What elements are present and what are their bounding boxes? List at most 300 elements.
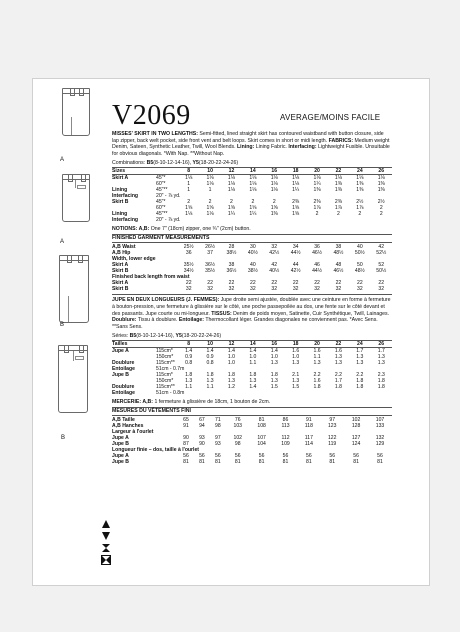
table-cell: 91 (306, 416, 312, 423)
table-cell: 2½ (356, 199, 364, 206)
table-cell: 40½ (269, 268, 280, 275)
table-cell (328, 217, 349, 223)
table-cell: 45"* (156, 174, 166, 181)
table-cell: 1.4 (249, 347, 257, 354)
sketch-label: A (60, 239, 65, 245)
table-cell (328, 390, 349, 396)
table-cell: 132 (375, 434, 385, 441)
table-cell: 1⅛ (185, 211, 193, 218)
table-cell: 22 (228, 280, 235, 287)
table-cell: 34½ (183, 268, 194, 275)
table-cell: 81 (353, 459, 359, 466)
table-cell: 32 (250, 286, 256, 293)
table-cell: 93 (199, 434, 205, 441)
table-cell: 81 (377, 459, 383, 466)
table-cell: 22 (335, 280, 342, 287)
table-cell: 32 (356, 286, 363, 293)
table-cell: 30 (250, 243, 256, 250)
skirt-b-front-sketch (59, 255, 89, 323)
table-row (112, 347, 392, 354)
table-header-cell: 26 (371, 167, 392, 174)
table-cell: 102 (351, 416, 361, 423)
table-header-cell: 10 (199, 167, 220, 174)
sketch-label: B (60, 322, 65, 328)
table-cell: 1⅜ (377, 187, 385, 194)
table-cell: 1.8 (185, 372, 193, 379)
table-header-cell: 22 (328, 167, 349, 174)
difficulty-rating: AVERAGE/MOINS FACILE (280, 113, 381, 122)
table-cell: 115cm* (156, 347, 173, 354)
table-header-row (112, 167, 392, 174)
table-header-cell: 24 (349, 167, 370, 174)
table-cell: 1⅛ (227, 174, 236, 181)
table-cell: 38½ (226, 249, 237, 256)
table-cell: 90 (199, 441, 205, 448)
table-cell (285, 217, 306, 223)
table-cell: 123 (327, 422, 337, 429)
pattern-number: V2069 (112, 100, 191, 131)
table-cell: 32 (185, 286, 192, 293)
table-cell: 1.6 (313, 378, 321, 385)
row-label: Finished back length from waist (112, 274, 190, 281)
table-cell: 22 (271, 280, 278, 287)
table-cell: 1.1 (206, 384, 214, 391)
table-cell: 38½ (247, 268, 258, 275)
table-cell (242, 217, 263, 223)
table-cell: 1¼ (227, 211, 236, 218)
table-cell: 1.6 (313, 347, 321, 354)
table-cell: 36½ (205, 261, 216, 268)
table-cell: 150cm* (156, 353, 174, 360)
table-cell (349, 390, 370, 396)
table-header-cell: 16 (264, 167, 285, 174)
table-cell: 2 (251, 199, 255, 206)
table-cell: 56 (215, 453, 221, 460)
table-cell: 1.7 (356, 347, 364, 354)
table-cell: 1⅛ (249, 187, 257, 194)
table-cell: 2.2 (313, 372, 321, 379)
table-header-cell: 18 (285, 340, 306, 347)
row-label: Longueur finie – dos, taille à l'ourlet (112, 447, 199, 454)
table-cell: 2 (358, 211, 362, 218)
table-header-row (112, 340, 392, 347)
table-cell: 36 (185, 249, 192, 256)
table-cell: 107 (257, 434, 266, 441)
table-cell: 38 (335, 243, 342, 250)
table-cell: 91 (183, 422, 189, 429)
table-cell: 1.5 (292, 384, 300, 391)
table-cell: 42 (271, 261, 278, 268)
table-cell: 119 (328, 441, 337, 448)
table-cell: 1⅜ (334, 180, 342, 187)
table-cell: 32 (314, 286, 320, 293)
table-header-cell: 18 (285, 167, 306, 174)
table-header-cell: 12 (221, 167, 242, 174)
table-header-cell: 8 (178, 340, 199, 347)
table-cell: 2 (272, 199, 276, 206)
table-cell: 25½ (183, 243, 194, 250)
table-cell: 76 (234, 416, 241, 423)
table-header-cell: Tailles (112, 340, 156, 347)
table-cell (221, 390, 242, 396)
triangle-up-icon (101, 518, 111, 529)
table-cell: 128 (351, 422, 361, 429)
table-cell: 1.3 (334, 353, 342, 360)
table-cell: 86 (282, 416, 289, 423)
table-cell: 127 (351, 434, 361, 441)
table-cell: 1⅜ (356, 180, 364, 187)
notions-en: NOTIONS: A,B: One 7" (18cm) zipper, one ¾" (2cm) button. (112, 225, 251, 232)
table-header-cell (156, 340, 178, 347)
table-cell: 42½ (290, 268, 301, 275)
table-cell: 36 (314, 243, 320, 250)
table-cell: 45"* (156, 199, 166, 206)
table-cell: 1.5 (270, 384, 278, 391)
table-cell: 60"* (156, 205, 166, 212)
table-cell: 102 (233, 434, 242, 441)
table-cell: 114 (304, 441, 313, 448)
table-cell: 2½ (377, 199, 385, 206)
table-cell: 2⅜ (313, 199, 321, 206)
table-cell: 2 (337, 211, 340, 218)
table-cell: 1.4 (185, 347, 193, 354)
row-label: Jupe B (112, 372, 129, 379)
row-label: Lining (112, 187, 128, 194)
row-label: Skirt B (112, 268, 129, 275)
table-cell: 81 (234, 459, 241, 466)
skirt-a-back-sketch (62, 174, 90, 222)
table-cell: 22 (250, 280, 256, 287)
table-header-cell: 22 (328, 340, 349, 347)
table-cell: 1⅛ (377, 174, 385, 181)
table-row (112, 390, 392, 396)
row-label: Skirt A (112, 280, 129, 287)
row-label: Interfacing (112, 193, 139, 200)
table-cell: 1.4 (227, 347, 236, 354)
table-cell: 124 (351, 441, 361, 448)
table-cell: 115cm* (156, 372, 173, 379)
pattern-symbols (101, 518, 113, 566)
finished-measurements-title-fr: MESURES DU VÊTEMENTS FINI (112, 407, 392, 416)
table-cell: 35½ (205, 268, 216, 275)
table-cell: 20" - ⅞ yd. (156, 217, 181, 224)
table-cell: 1⅝ (227, 205, 236, 212)
table-cell: 2.2 (356, 372, 364, 379)
table-cell: 2 (379, 211, 383, 218)
table-cell: 1⅛ (227, 180, 236, 187)
row-label: Jupe B (112, 459, 129, 466)
row-label: Jupe A (112, 453, 129, 460)
finished-measurements-table-en (112, 244, 392, 293)
table-cell: 115cm** (156, 359, 175, 366)
table-cell: 81 (282, 459, 289, 466)
table-cell: 1⅛ (356, 174, 364, 181)
table-cell: 81 (258, 416, 265, 423)
table-cell: 1⅝ (270, 205, 278, 212)
table-cell: 1.0 (227, 353, 236, 360)
table-cell: 1⅛ (292, 180, 300, 187)
table-cell: 56 (234, 453, 241, 460)
yardage-table-fr (112, 340, 392, 397)
table-cell: 90 (183, 434, 189, 441)
row-label: A,B Hanches (112, 422, 144, 429)
table-cell: 46½ (333, 268, 344, 275)
table-cell: 1.8 (270, 372, 278, 379)
table-cell: 40 (356, 243, 363, 250)
table-cell: 22 (185, 280, 192, 287)
table-cell: 1¼ (292, 187, 300, 194)
table-cell: 32 (271, 243, 278, 250)
table-cell: 37 (207, 249, 213, 256)
table-cell: 2 (208, 199, 212, 206)
table-cell: 1⅛ (270, 174, 278, 181)
row-label: Lining (112, 211, 128, 218)
table-cell: 1.3 (292, 359, 300, 366)
table-cell: 1.0 (249, 353, 257, 360)
table-cell: 104 (257, 441, 266, 448)
combinations-fr: Séries: B5(8-10-12-14-16), Y5(18-20-22-24-26) (112, 333, 222, 340)
table-cell: 34 (292, 243, 299, 250)
table-cell: 107 (375, 416, 385, 423)
table-cell: 42 (378, 243, 385, 250)
table-cell: 22 (356, 280, 363, 287)
table-cell: 0.9 (185, 353, 193, 360)
table-cell: 1.8 (334, 384, 342, 391)
yardage-table-en (112, 167, 392, 224)
table-cell: 2 (315, 211, 319, 218)
table-cell: 2⅜ (334, 199, 342, 206)
table-cell: 60"* (156, 180, 166, 187)
table-cell: 113 (281, 422, 290, 429)
table-cell: 1.8 (377, 384, 385, 391)
finished-measurements-title-en: FINISHED GARMENT MEASUREMENTS (112, 234, 392, 243)
bowtie-icon (101, 554, 111, 565)
table-header-cell: Sizes (112, 167, 156, 174)
table-cell: 44½ (312, 268, 322, 275)
table-cell: 81 (215, 459, 221, 466)
table-cell: 97 (329, 416, 336, 423)
table-cell: 108 (257, 422, 266, 429)
table-cell: 81 (258, 459, 265, 466)
table-cell: 22 (207, 280, 213, 287)
description-fr: JUPE EN DEUX LONGUEURS (J. FEMMES): Jupe droite semi ajustée, doublée avec une ceinture en forme à fermeture à bouton-pression, une fermeture à glissière sur le côté, une poche passepoilée au dos, une fente sur le côté devant et des passants. Jupe courte ou mi-longueur. TISSUS: Denim de poids moyen, Satinette, Cuir Synthétique, Twill, Lainages. Doublure: Tissu à doublure. Entoilage: Thermocollant léger. Grandes diagonales ne conviennent pas. *Avec Sens. **Sans Sens. (112, 297, 391, 330)
table-cell: 1⅛ (206, 174, 214, 181)
sketch-label: B (61, 435, 66, 441)
table-cell: 45"** (156, 187, 168, 194)
table-cell: 0.8 (206, 359, 214, 366)
table-cell: 1.2 (227, 384, 236, 391)
table-cell: 1.1 (313, 353, 321, 360)
table-header-cell: 14 (242, 340, 263, 347)
table-cell: 1⅜ (270, 211, 278, 218)
table-cell: 98 (234, 441, 241, 448)
table-cell: 1.4 (206, 347, 214, 354)
pattern-info (112, 131, 392, 467)
table-cell: 1⅛ (313, 174, 321, 181)
table-cell: 1.7 (334, 378, 342, 385)
table-cell (371, 390, 392, 396)
table-cell: 32 (378, 286, 385, 293)
table-cell: 20" - ⅞ yd. (156, 193, 181, 200)
table-cell: 1⅛ (249, 180, 257, 187)
table-cell: 1⅜ (313, 187, 321, 194)
table-cell: 1.8 (356, 384, 364, 391)
table-cell (349, 217, 370, 223)
table-cell: 103 (233, 422, 242, 429)
table-cell: 2 (187, 199, 191, 206)
table-cell: 0.9 (206, 353, 214, 360)
table-cell: 45"** (156, 211, 168, 218)
table-cell: 32 (271, 286, 278, 293)
table-cell: 1⅝ (249, 205, 257, 212)
table-header-cell (156, 167, 178, 174)
table-cell: 44½ (290, 249, 301, 256)
row-label: Entoilage (112, 390, 135, 397)
table-cell: 1 (187, 187, 191, 194)
table-cell: 1.3 (185, 378, 193, 385)
table-cell (242, 390, 263, 396)
row-label: Jupe B (112, 441, 129, 448)
table-header-cell: 24 (349, 340, 370, 347)
table-cell: 87 (183, 441, 189, 448)
table-cell: 38 (228, 261, 235, 268)
row-label: Doublure (112, 359, 135, 366)
table-header-cell: 12 (221, 340, 242, 347)
table-cell: 81 (329, 459, 336, 466)
table-cell (306, 390, 327, 396)
table-cell: 1⅝ (292, 211, 300, 218)
table-cell: 28 (228, 243, 235, 250)
table-row (112, 286, 392, 292)
table-cell: 56 (183, 453, 189, 460)
table-header-cell: 14 (242, 167, 263, 174)
table-cell: 48½ (354, 268, 365, 275)
table-cell: 22 (314, 280, 320, 287)
table-cell: 1⅛ (227, 187, 236, 194)
table-cell: 2⅜ (292, 199, 300, 206)
table-cell: 1.8 (249, 372, 257, 379)
combinations-en: Combinations: B5(8-10-12-14-16), Y5(18-20-22-24-26) (112, 160, 239, 167)
table-cell: 56 (353, 453, 359, 460)
table-cell: 71 (215, 416, 221, 423)
table-cell (156, 286, 178, 292)
row-label: Jupe A (112, 434, 129, 441)
table-cell: 1.7 (377, 347, 385, 354)
table-cell: 117 (304, 434, 313, 441)
table-cell: 1¼ (249, 211, 257, 218)
table-cell: 1.3 (270, 378, 278, 385)
table-cell: 1.3 (292, 378, 300, 385)
hourglass-icon (101, 542, 111, 553)
table-header-cell: 16 (264, 340, 285, 347)
table-cell: 1.6 (334, 347, 342, 354)
table-cell: 1.1 (185, 384, 193, 391)
table-cell: 52 (378, 261, 385, 268)
table-cell: 1⅝ (206, 205, 214, 212)
table-cell: 1⅜ (377, 180, 385, 187)
table-cell (306, 217, 327, 223)
table-cell: 56 (282, 453, 289, 460)
table-cell: 115cm** (156, 384, 175, 391)
table-cell: 1.3 (377, 359, 385, 366)
table-cell: 1⅛ (206, 211, 214, 218)
table-cell: 2.1 (292, 372, 300, 379)
table-cell: 1.8 (356, 378, 364, 385)
table-cell: 56 (199, 453, 205, 460)
table-cell: 2.2 (334, 372, 342, 379)
table-cell: 32 (335, 286, 342, 293)
table-cell: 1.0 (270, 353, 278, 360)
table-cell: 1.8 (377, 378, 385, 385)
row-label: Skirt A (112, 261, 129, 268)
row-label: Interfacing (112, 217, 139, 224)
table-cell: 50½ (376, 268, 387, 275)
table-cell: 1⅜ (356, 187, 364, 194)
table-cell: 1⅞ (313, 205, 321, 212)
description-en: MISSES' SKIRT IN TWO LENGTHS: Semi-fitted, lined straight skirt has contoured waistband with button closure, side lap zipper, back welt pocket, side front vent and belt loops. Skirt comes in short or midi length. FABRICS: Medium weight Denim, Sateen, Synthetic Leather, Twill, Wool Blends. Lining: Lining Fabric. Interfacing: Lightweight Fusible. Unsuitable for obvious diagonals. *With Nap. **Without Nap. (112, 131, 390, 157)
table-cell: 1.3 (227, 378, 236, 385)
sketch-label: A (60, 157, 65, 163)
table-cell: 56 (329, 453, 336, 460)
table-cell: 56 (258, 453, 265, 460)
table-cell: 48½ (333, 249, 344, 256)
skirt-a-front-sketch (62, 88, 90, 136)
table-cell: 98 (215, 422, 221, 429)
notions-fr: MERCERIE: A,B: 1 fermeture à glissière de 18cm, 1 bouton de 2cm. (112, 398, 271, 405)
table-cell: 56 (306, 453, 312, 460)
table-cell: 22 (292, 280, 299, 287)
table-cell: 1.8 (313, 384, 321, 391)
table-cell: 1.3 (356, 353, 364, 360)
table-cell: 129 (375, 441, 385, 448)
table-cell: 52½ (376, 249, 387, 256)
table-cell: 1⅛ (185, 174, 193, 181)
table-cell: 40 (250, 261, 256, 268)
table-cell: 44 (292, 261, 299, 268)
table-header-cell: 10 (199, 340, 220, 347)
table-cell: 81 (306, 459, 312, 466)
table-cell: 1⅞ (334, 205, 342, 212)
row-label: Entoilage (112, 366, 135, 373)
table-cell: 1.3 (356, 359, 364, 366)
table-cell: 1⅝ (185, 205, 193, 212)
triangle-down-icon (101, 530, 111, 541)
table-cell: 1.4 (249, 384, 257, 391)
table-cell: 26½ (205, 243, 216, 250)
table-cell: 81 (183, 459, 189, 466)
table-cell: 1⅛ (270, 180, 278, 187)
table-row (112, 217, 392, 223)
table-cell: 1⅛ (292, 174, 300, 181)
row-label: Doublure (112, 384, 135, 391)
table-cell: 93 (215, 441, 221, 448)
table-cell: 94 (199, 422, 205, 429)
table-cell: 150cm* (156, 378, 174, 385)
table-header-cell: 20 (306, 167, 327, 174)
table-row (112, 174, 392, 181)
table-cell (264, 390, 285, 396)
row-label: A,B Hip (112, 249, 131, 256)
row-label: Skirt B (112, 199, 129, 206)
table-cell: 1⅛ (206, 180, 214, 187)
table-row (112, 459, 392, 465)
table-cell: 0.8 (185, 359, 193, 366)
table-cell: 1¼ (313, 180, 321, 187)
table-cell: 1.4 (270, 347, 278, 354)
table-cell: 56 (377, 453, 383, 460)
table-cell: 1⅛ (249, 174, 257, 181)
row-label: A,B Waist (112, 243, 136, 250)
